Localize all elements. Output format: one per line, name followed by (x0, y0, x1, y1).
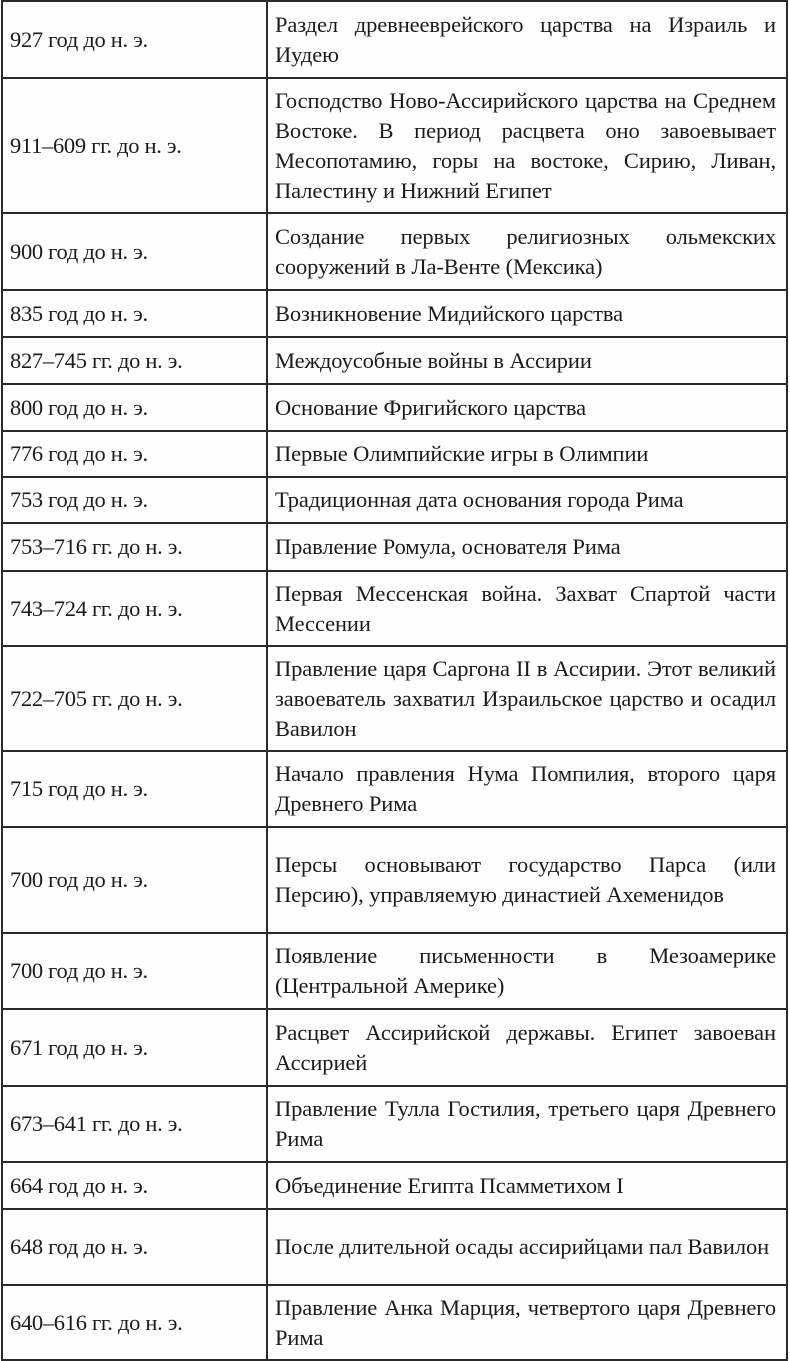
date-cell: 911–609 гг. до н. э. (2, 78, 267, 213)
table-row (2, 571, 787, 646)
date-cell: 640–616 гг. до н. э. (2, 1285, 267, 1360)
date-cell: 827–745 гг. до н. э. (2, 337, 267, 384)
event-cell: Объединение Египта Псамметихом I (267, 1162, 787, 1209)
event-cell: Начало правления Нума Помпилия, второго царя Древнего Рима (267, 751, 787, 827)
event-cell: Раздел древнееврейского царства на Израиль и Иудею (267, 1, 787, 78)
event-cell: Традиционная дата основания города Рима (267, 477, 787, 523)
event-cell: Господство Ново-Ассирийского царства на Среднем Востоке. В период расцвета оно завоевывает Месопотамию, горы на востоке, Сирию, Ливан, Палестину и Нижний Египет (267, 78, 787, 213)
table-row (2, 431, 787, 477)
chronology-table-body (2, 1, 787, 1360)
table-row (2, 213, 787, 290)
table-row (2, 523, 787, 571)
event-cell: Появление письменности в Мезоамерике (Центральной Америке) (267, 933, 787, 1009)
date-cell: 900 год до н. э. (2, 213, 267, 290)
table-row (2, 1285, 787, 1360)
date-cell: 715 год до н. э. (2, 751, 267, 827)
event-cell: Правление Ромула, основателя Рима (267, 523, 787, 571)
table-row (2, 1, 787, 78)
table-row (2, 1086, 787, 1162)
table-row (2, 477, 787, 523)
event-cell: Первая Мессенская война. Захват Спартой части Мессении (267, 571, 787, 646)
event-cell: Первые Олимпийские игры в Олимпии (267, 431, 787, 477)
chronology-table (1, 0, 788, 1361)
event-cell: Персы основывают государство Парса (или Персию), управляемую династией Ахеменидов (267, 827, 787, 933)
table-row (2, 933, 787, 1009)
date-cell: 722–705 гг. до н. э. (2, 646, 267, 751)
table-row (2, 290, 787, 337)
table-row (2, 337, 787, 384)
date-cell: 673–641 гг. до н. э. (2, 1086, 267, 1162)
table-row (2, 1009, 787, 1086)
event-cell: Основание Фригийского царства (267, 384, 787, 431)
table-row (2, 827, 787, 933)
date-cell: 664 год до н. э. (2, 1162, 267, 1209)
table-row (2, 646, 787, 751)
table-row (2, 751, 787, 827)
table-row (2, 1209, 787, 1285)
date-cell: 753 год до н. э. (2, 477, 267, 523)
event-cell: После длительной осады ассирийцами пал Вавилон (267, 1209, 787, 1285)
date-cell: 753–716 гг. до н. э. (2, 523, 267, 571)
date-cell: 776 год до н. э. (2, 431, 267, 477)
event-cell: Создание первых религиозных ольмекских сооружений в Ла-Венте (Мексика) (267, 213, 787, 290)
event-cell: Расцвет Ассирийской державы. Египет завоеван Ассирией (267, 1009, 787, 1086)
date-cell: 800 год до н. э. (2, 384, 267, 431)
event-cell: Правление Тулла Гостилия, третьего царя Древнего Рима (267, 1086, 787, 1162)
event-cell: Правление Анка Марция, четвертого царя Древнего Рима (267, 1285, 787, 1360)
date-cell: 743–724 гг. до н. э. (2, 571, 267, 646)
table-row (2, 1162, 787, 1209)
date-cell: 700 год до н. э. (2, 827, 267, 933)
table-row (2, 78, 787, 213)
event-cell: Правление царя Саргона II в Ассирии. Этот великий завоеватель захватил Израильское царство и осадил Вавилон (267, 646, 787, 751)
date-cell: 671 год до н. э. (2, 1009, 267, 1086)
date-cell: 927 год до н. э. (2, 1, 267, 78)
table-row (2, 384, 787, 431)
date-cell: 835 год до н. э. (2, 290, 267, 337)
date-cell: 648 год до н. э. (2, 1209, 267, 1285)
event-cell: Возникновение Мидийского царства (267, 290, 787, 337)
event-cell: Междоусобные войны в Ассирии (267, 337, 787, 384)
date-cell: 700 год до н. э. (2, 933, 267, 1009)
